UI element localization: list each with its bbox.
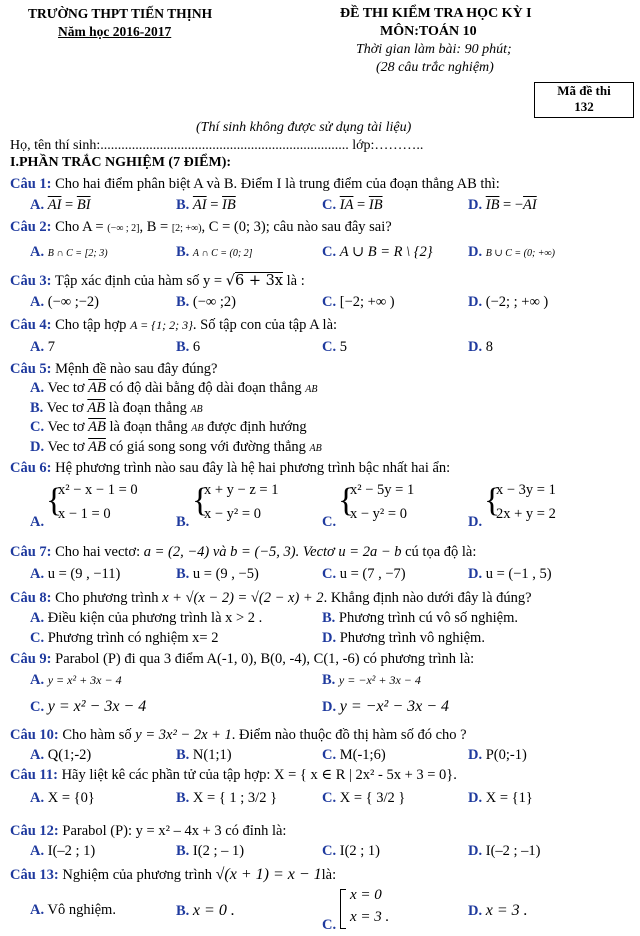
- q9-option-d[interactable]: D. y = −x² − 3x − 4: [322, 698, 450, 715]
- q9-option-b[interactable]: B. y = −x² + 3x − 4: [322, 672, 421, 688]
- note: (Thí sinh không được sử dụng tài liệu): [196, 120, 412, 135]
- question-3: Câu 3: Tập xác định của hàm số y = √6 + 3x là :: [10, 273, 305, 289]
- question-2: Câu 2: Cho A = (−∞ ; 2], B = [2; +∞), C = (0; 3); câu nào sau đây sai?: [10, 219, 392, 235]
- q1-option-b[interactable]: B. $\overline{AI} = \overline{IB}$: [176, 197, 236, 213]
- q7-option-a[interactable]: A. u = (9 , −11): [30, 566, 121, 582]
- question-8: Câu 8: Cho phương trình x + √(x − 2) = √(2 − x) + 2. Khẳng định nào dưới đây là đúng?: [10, 590, 532, 606]
- q8-option-a[interactable]: A. Điều kiện của phương trình là x > 2 .: [30, 610, 263, 626]
- q10-option-b[interactable]: B. N(1;1): [176, 747, 232, 763]
- q4-option-c[interactable]: C. 5: [322, 339, 347, 355]
- school-name: TRƯỜNG THPT TIẾN THỊNH: [28, 6, 213, 21]
- q2-option-b[interactable]: B. A ∩ C = (0; 2]: [176, 244, 253, 260]
- q8-option-c[interactable]: C. Phương trình có nghiệm x= 2: [30, 630, 219, 646]
- q2-option-c[interactable]: C. A ∪ B = R \ {2}: [322, 244, 433, 260]
- question-9: Câu 9: Parabol (P) đi qua 3 điểm A(-1, 0), B(0, -4), C(1, -6) có phương trình là:: [10, 651, 475, 667]
- question-10: Câu 10: Cho hàm số y = 3x² − 2x + 1. Điểm nào thuộc đồ thị hàm số đó cho ?: [10, 727, 467, 743]
- q11-option-a[interactable]: A. X = {0}: [30, 790, 95, 806]
- q8-option-b[interactable]: B. Phương trình cú vô số nghiệm.: [322, 610, 518, 626]
- question-11: Câu 11: Hãy liệt kê các phần tử của tập hợp: X = { x ∈ R | 2x² - 5x + 3 = 0}.: [10, 767, 457, 783]
- q7-option-b[interactable]: B. u = (9 , −5): [176, 566, 259, 582]
- q2-option-d[interactable]: D. B ∪ C = (0; +∞): [468, 244, 556, 260]
- q9-option-c[interactable]: C. y = x² − 3x − 4: [30, 698, 147, 715]
- q10-option-c[interactable]: C. M(-1;6): [322, 747, 386, 763]
- q9-option-a[interactable]: A. y = x² + 3x − 4: [30, 672, 122, 688]
- school-year: Năm học 2016-2017: [58, 24, 172, 39]
- q3-option-b[interactable]: B. (−∞ ;2): [176, 294, 236, 310]
- exam-code-value: 132: [574, 99, 594, 114]
- q1-option-d[interactable]: D. $\overline{IB} = -\overline{AI}$: [468, 197, 537, 213]
- q12-option-c[interactable]: C. I(2 ; 1): [322, 843, 380, 859]
- q4-option-d[interactable]: D. 8: [468, 339, 493, 355]
- q5-option-a[interactable]: A. Vec tơ $\overline{AB}$ có độ dài bằng độ dài đoạn thẳng AB: [30, 380, 318, 396]
- q13-option-a[interactable]: A. Vô nghiệm.: [30, 902, 116, 918]
- q2-option-a[interactable]: A. B ∩ C = [2; 3): [30, 244, 108, 260]
- q8-option-d[interactable]: D. Phương trình vô nghiệm.: [322, 630, 485, 646]
- q3-option-c[interactable]: C. [−2; +∞ ): [322, 294, 395, 310]
- student-line: Họ, tên thí sinh:....................................................................... lớp:………..: [10, 138, 424, 153]
- q10-option-d[interactable]: D. P(0;-1): [468, 747, 527, 763]
- question-label: Câu 1:: [10, 176, 52, 192]
- q13-option-c[interactable]: C. x = 0 x = 3 .: [322, 887, 390, 933]
- q7-option-c[interactable]: C. u = (7 , −7): [322, 566, 406, 582]
- q1-option-a[interactable]: A. $\overline{AI} = \overline{BI}$: [30, 197, 91, 213]
- exam-code-box: [534, 82, 634, 118]
- q5-option-d[interactable]: D. Vec tơ $\overline{AB}$ có giá song song với đường thẳng AB: [30, 439, 322, 455]
- q12-option-d[interactable]: D. I(–2 ; –1): [468, 843, 541, 859]
- question-6: Câu 6: Hệ phương trình nào sau đây là hệ hai phương trình bậc nhất hai ẩn:: [10, 460, 451, 476]
- question-5: Câu 5: Mệnh đề nào sau đây đúng?: [10, 361, 218, 377]
- q12-option-a[interactable]: A. I(–2 ; 1): [30, 843, 96, 859]
- exam-time: Thời gian làm bài: 90 phút;: [356, 42, 512, 57]
- question-1: [10, 176, 500, 193]
- q4-option-a[interactable]: A. 7: [30, 339, 55, 355]
- question-7: Câu 7: Cho hai vectơ: a = (2, −4) và b = (−5, 3). Vectơ u = 2a − b cú tọa độ là:: [10, 544, 477, 560]
- q10-option-a[interactable]: A. Q(1;-2): [30, 747, 92, 763]
- exam-title: ĐỀ THI KIỂM TRA HỌC KỲ I: [340, 6, 532, 21]
- q12-option-b[interactable]: B. I(2 ; – 1): [176, 843, 245, 859]
- q7-option-d[interactable]: D. u = (−1 , 5): [468, 566, 552, 582]
- question-count: (28 câu trắc nghiệm): [376, 60, 494, 75]
- exam-code-label: Mã đề thi: [557, 83, 611, 98]
- q3-option-d[interactable]: D. (−2; ; +∞ ): [468, 294, 549, 310]
- question-text: Cho hai điểm phân biệt A và B. Điểm I là trung điểm của đoạn thẳng AB thì:: [55, 176, 500, 192]
- q13-option-b[interactable]: B. x = 0 .: [176, 902, 235, 919]
- q5-option-b[interactable]: B. Vec tơ $\overline{AB}$ là đoạn thẳng AB: [30, 400, 203, 416]
- q1-option-c[interactable]: C. $\overline{IA} = \overline{IB}$: [322, 197, 383, 213]
- question-12: Câu 12: Parabol (P): y = x² – 4x + 3 có đỉnh là:: [10, 823, 287, 839]
- q4-option-b[interactable]: B. 6: [176, 339, 201, 355]
- exam-subject: MÔN:TOÁN 10: [380, 24, 477, 39]
- q11-option-c[interactable]: C. X = { 3/2 }: [322, 790, 406, 806]
- q3-option-a[interactable]: A. (−∞ ;−2): [30, 294, 99, 310]
- q11-option-b[interactable]: B. X = { 1 ; 3/2 }: [176, 790, 278, 806]
- question-13: Câu 13: Nghiệm của phương trình √(x + 1) = x − 1là:: [10, 866, 337, 883]
- section-title: I.PHẦN TRẮC NGHIỆM (7 ĐIỂM):: [10, 155, 232, 170]
- q13-option-d[interactable]: D. x = 3 .: [468, 902, 528, 919]
- q5-option-c[interactable]: C. Vec tơ $\overline{AB}$ là đoạn thẳng AB được định hướng: [30, 419, 307, 435]
- q11-option-d[interactable]: D. X = {1}: [468, 790, 533, 806]
- question-4: Câu 4: Cho tập hợp A = {1; 2; 3}. Số tập con của tập A là:: [10, 317, 338, 333]
